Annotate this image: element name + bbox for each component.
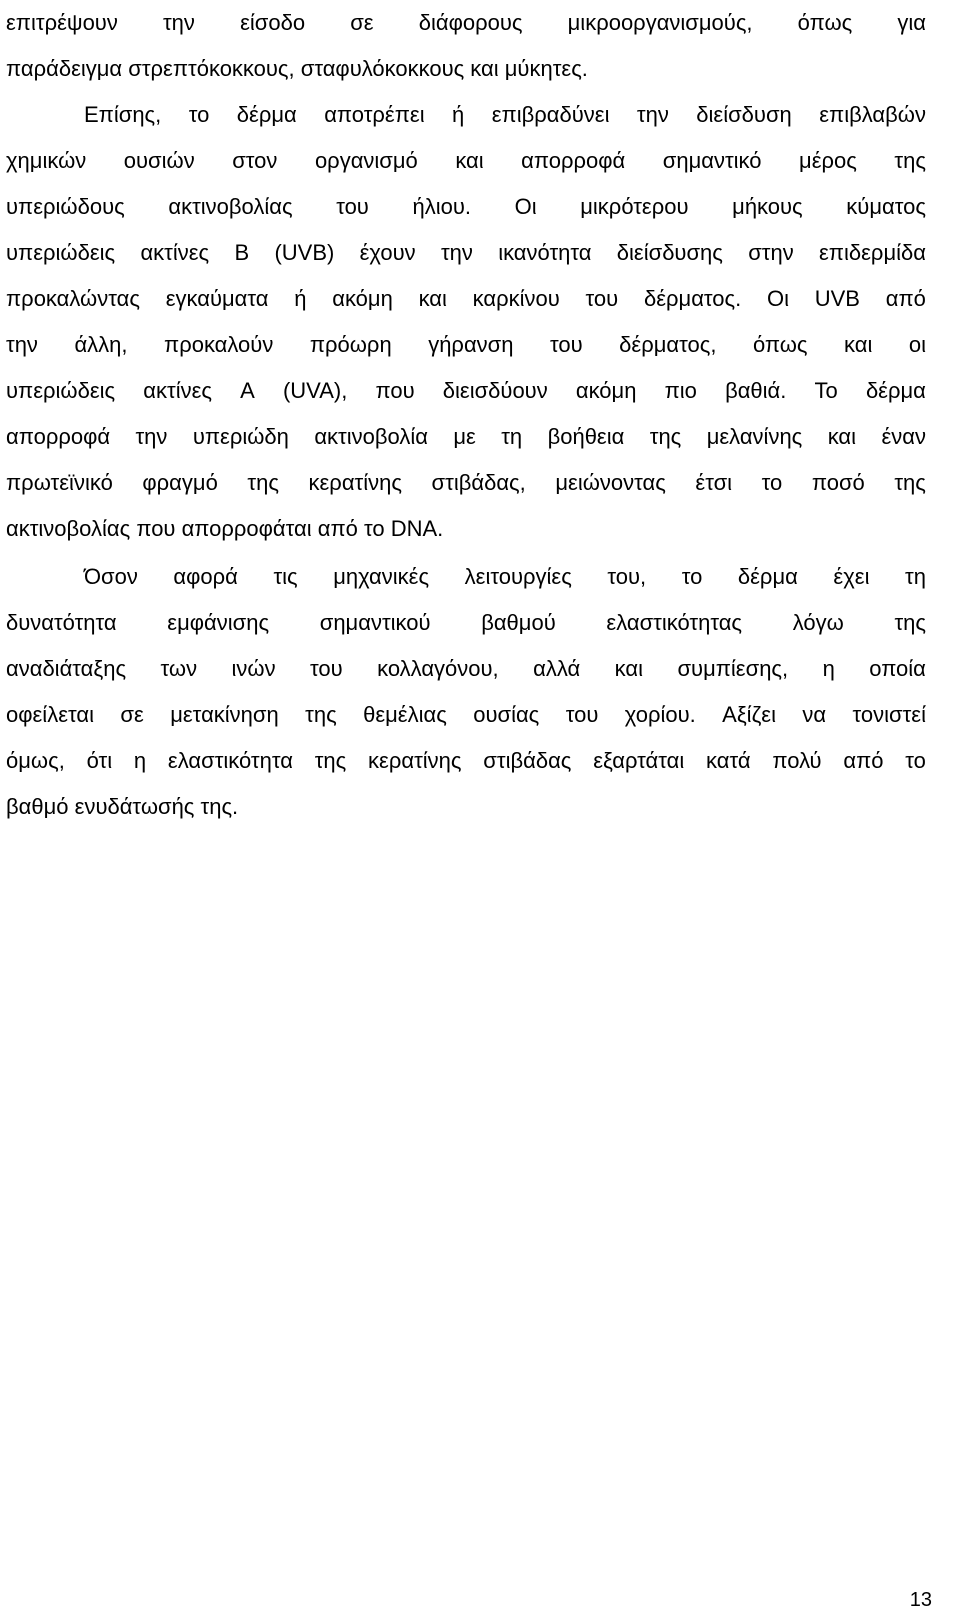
word: εγκαύματα <box>165 286 269 311</box>
word: γήρανση <box>428 332 514 357</box>
word: όπως <box>797 10 853 35</box>
word: επιδερμίδα <box>819 240 926 265</box>
word: δέρμα <box>737 564 798 589</box>
word: Β <box>234 240 250 265</box>
text-line <box>6 276 926 322</box>
word: (UVA), <box>282 378 348 403</box>
word: οποία <box>869 656 926 681</box>
word: και <box>614 656 644 681</box>
word: μειώνοντας <box>555 470 666 495</box>
word: έχουν <box>359 240 416 265</box>
word: λειτουργίες <box>464 564 572 589</box>
word: υπεριώδεις <box>6 378 116 403</box>
word: Α <box>240 378 255 403</box>
word: ελαστικότητα <box>167 748 293 773</box>
word: Αξίζει <box>722 702 776 727</box>
text-line <box>6 554 926 600</box>
text-line <box>6 646 926 692</box>
paragraph <box>6 92 926 552</box>
word: χορίου. <box>624 702 696 727</box>
word: ινών <box>231 656 276 681</box>
word: ακτίνες <box>140 240 210 265</box>
word: δυνατότητα <box>6 610 117 635</box>
word: απορροφά <box>521 148 626 173</box>
text-line <box>6 230 926 276</box>
word: του <box>336 194 369 219</box>
word: την <box>636 102 669 127</box>
text-line <box>6 738 926 784</box>
word: υπεριώδεις <box>6 240 116 265</box>
word: ουσιών <box>123 148 195 173</box>
word: το <box>188 102 210 127</box>
word: εμφάνισης <box>167 610 270 635</box>
word: διεισδύουν <box>442 378 548 403</box>
word: κερατίνης <box>308 470 402 495</box>
word: το <box>761 470 783 495</box>
word: του <box>310 656 343 681</box>
word: όπως <box>752 332 808 357</box>
word: ή <box>294 286 307 311</box>
text-line <box>6 414 926 460</box>
word: Επίσης, <box>84 102 162 127</box>
word: στον <box>232 148 278 173</box>
word: ακτινοβολία <box>314 424 428 449</box>
word: των <box>160 656 198 681</box>
word: ακτινοβολίας <box>168 194 293 219</box>
word: το <box>905 748 926 773</box>
word: της <box>894 610 926 635</box>
word: είσοδο <box>240 10 306 35</box>
word: να <box>802 702 827 727</box>
word: μήκους <box>732 194 803 219</box>
word: ακόμη <box>575 378 637 403</box>
word: μηχανικές <box>333 564 430 589</box>
word: την <box>6 332 38 357</box>
word: συμπίεσης, <box>677 656 789 681</box>
word: του <box>565 702 599 727</box>
word: σημαντικό <box>662 148 762 173</box>
word: μέρος <box>799 148 857 173</box>
text-line <box>6 138 926 184</box>
word: Οι <box>514 194 537 219</box>
text-line: ακτινοβολίας που απορροφάται από το DNA. <box>6 516 444 541</box>
word: ποσό <box>811 470 865 495</box>
word: Οι <box>767 286 789 311</box>
word: στην <box>748 240 794 265</box>
word: επιβλαβών <box>819 102 926 127</box>
word: οργανισμό <box>314 148 418 173</box>
word: Το <box>814 378 838 403</box>
word: της <box>247 470 279 495</box>
word: ακόμη <box>332 286 393 311</box>
word: (UVB) <box>274 240 335 265</box>
word: κερατίνης <box>368 748 462 773</box>
word: του, <box>607 564 647 589</box>
word: το <box>681 564 703 589</box>
word: της <box>649 424 682 449</box>
word: η <box>822 656 835 681</box>
word: πρόωρη <box>309 332 392 357</box>
word: τη <box>501 424 523 449</box>
word: διείσδυσης <box>616 240 723 265</box>
word: φραγμό <box>142 470 218 495</box>
paragraph <box>6 0 926 92</box>
word: όμως, <box>6 748 65 773</box>
word: ότι <box>86 748 113 773</box>
paragraph <box>6 554 926 830</box>
word: δέρματος. <box>643 286 742 311</box>
text-line <box>6 460 926 506</box>
word: αναδιάταξης <box>6 656 127 681</box>
word: προκαλούν <box>164 332 274 357</box>
word: και <box>418 286 447 311</box>
word: τονιστεί <box>852 702 926 727</box>
text-line: παράδειγμα στρεπτόκοκκους, σταφυλόκοκκους και μύκητες. <box>6 56 588 81</box>
word: σε <box>350 10 374 35</box>
word: εξαρτάται <box>593 748 685 773</box>
word: κολλαγόνου, <box>377 656 499 681</box>
word: την <box>440 240 473 265</box>
word: για <box>897 10 926 35</box>
word: δέρμα <box>236 102 297 127</box>
word: οι <box>908 332 926 357</box>
word: βαθιά. <box>725 378 787 403</box>
text-line <box>6 322 926 368</box>
word: προκαλώντας <box>6 286 140 311</box>
word: και <box>455 148 484 173</box>
word: πολύ <box>772 748 822 773</box>
word: δέρμα <box>865 378 926 403</box>
word: σημαντικού <box>319 610 431 635</box>
word: απορροφά <box>6 424 111 449</box>
word: βοήθεια <box>547 424 625 449</box>
word: υπεριώδη <box>192 424 289 449</box>
word: θεμέλιας <box>363 702 447 727</box>
word: του <box>549 332 583 357</box>
word: ήλιου. <box>412 194 471 219</box>
word: ικανότητα <box>498 240 592 265</box>
word: ελαστικότητας <box>606 610 743 635</box>
word: της <box>305 702 337 727</box>
word: άλλη, <box>74 332 128 357</box>
word: επιτρέψουν <box>6 10 118 35</box>
word: βαθμού <box>481 610 556 635</box>
word: της <box>894 470 926 495</box>
word: της <box>894 148 926 173</box>
word: καρκίνου <box>472 286 560 311</box>
word: πρωτεϊνικό <box>6 470 113 495</box>
word: τις <box>273 564 298 589</box>
word: οφείλεται <box>6 702 94 727</box>
word: που <box>375 378 415 403</box>
word: με <box>453 424 476 449</box>
page-number: 13 <box>909 1589 932 1611</box>
word: από <box>885 286 926 311</box>
word: μετακίνηση <box>170 702 279 727</box>
word: ακτίνες <box>143 378 212 403</box>
word: έχει <box>833 564 870 589</box>
word: υπεριώδους <box>6 194 125 219</box>
word: επιβραδύνει <box>491 102 610 127</box>
word: αφορά <box>173 564 238 589</box>
word: αλλά <box>533 656 581 681</box>
text-line: βαθμό ενυδάτωσής της. <box>6 794 239 819</box>
text-line <box>6 368 926 414</box>
word: πιο <box>664 378 697 403</box>
word: αποτρέπει <box>324 102 425 127</box>
word: την <box>162 10 195 35</box>
word: ουσίας <box>473 702 540 727</box>
word: κύματος <box>846 194 926 219</box>
word: η <box>133 748 147 773</box>
text-line <box>6 600 926 646</box>
word: της <box>314 748 347 773</box>
word: τη <box>905 564 926 589</box>
word: λόγω <box>792 610 844 635</box>
text-line <box>6 184 926 230</box>
word: από <box>843 748 884 773</box>
word: έναν <box>881 424 926 449</box>
word: ή <box>452 102 465 127</box>
document-body <box>6 0 926 830</box>
word: UVB <box>814 286 860 311</box>
word: μικροοργανισμούς, <box>567 10 753 35</box>
word: την <box>135 424 168 449</box>
word: και <box>827 424 857 449</box>
word: μελανίνης <box>706 424 803 449</box>
word: κατά <box>706 748 751 773</box>
word: έτσι <box>695 470 733 495</box>
word: στιβάδας <box>483 748 572 773</box>
word: του <box>585 286 619 311</box>
word: σε <box>120 702 144 727</box>
word: και <box>844 332 873 357</box>
text-line <box>6 692 926 738</box>
word: Όσον <box>84 564 138 589</box>
text-line <box>6 0 926 46</box>
word: διάφορους <box>418 10 523 35</box>
word: στιβάδας, <box>431 470 526 495</box>
word: μικρότερου <box>580 194 689 219</box>
word: χημικών <box>6 148 87 173</box>
word: διείσδυση <box>696 102 792 127</box>
word: δέρματος, <box>619 332 717 357</box>
text-line <box>6 92 926 138</box>
